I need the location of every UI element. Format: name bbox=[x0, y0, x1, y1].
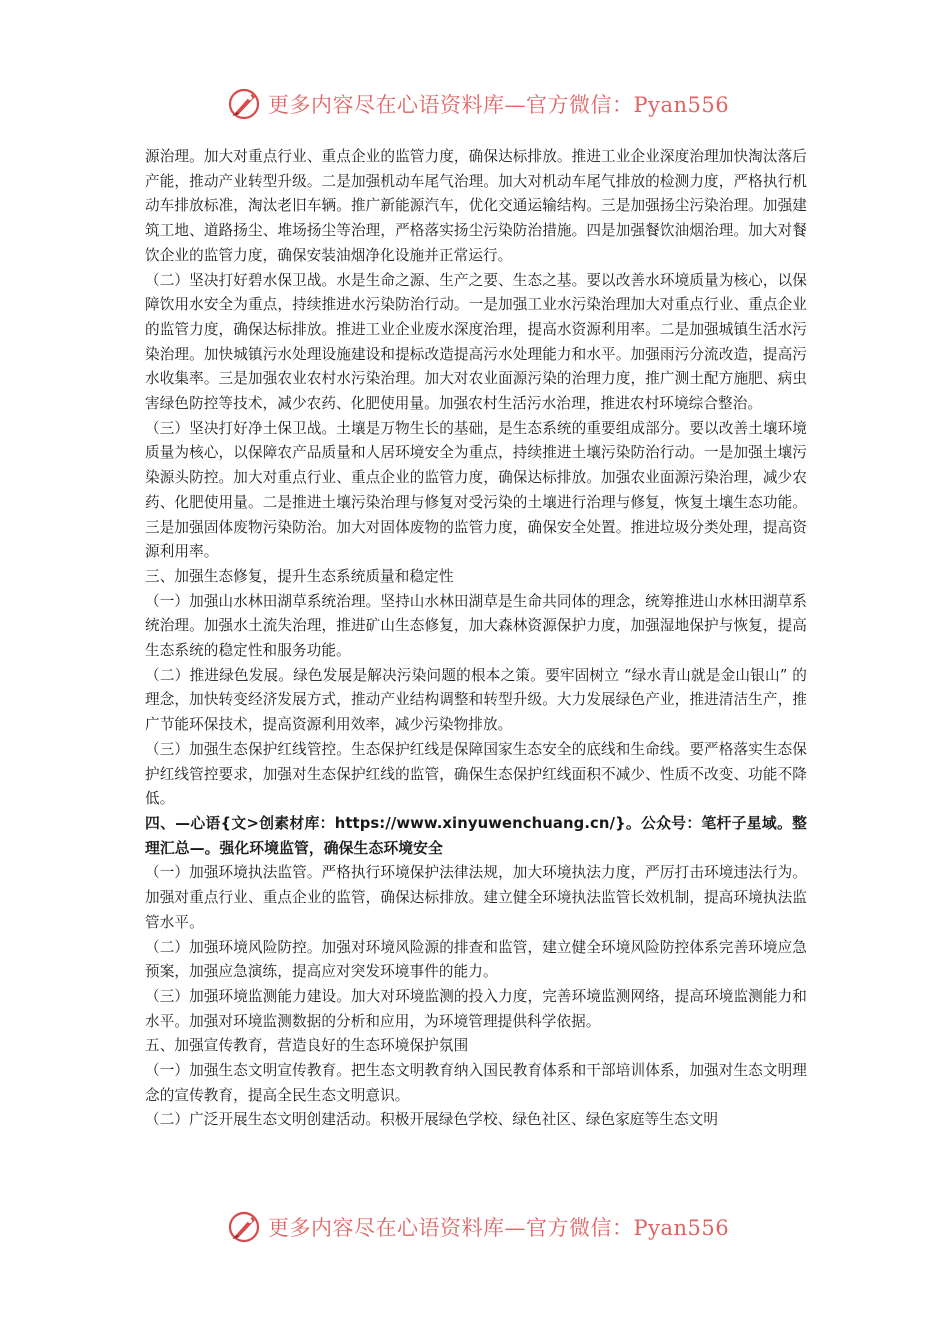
paragraph: （三）加强生态保护红线管控。生态保护红线是保障国家生态安全的底线和生命线。要严格落实生态保护红线管控要求，加强对生态保护红线的监管，确保生态保护红线面积不减少、性质不改变、功能不降低。 bbox=[145, 740, 807, 808]
paragraph: （二）坚决打好碧水保卫战。水是生命之源、生产之要、生态之基。要以改善水环境质量为核心，以保障饮用水安全为重点，持续推进水污染防治行动。一是加强工业水污染治理加大对重点行业、重点企业的监管力度，确保达标排放。推进工业企业废水深度治理，提高水资源利用率。二是加强城镇生活水污染治理。加快城镇污水处理设施建设和提标改造提高污水处理能力和水平。加强雨污分流改造，提高污水收集率。三是加强农业农村水污染治理。加大对农业面源污染的治理力度，推广测土配方施肥、病虫害绿色防控等技术，减少农药、化肥使用量。加强农村生活污水治理，推进农村环境综合整治。 bbox=[145, 271, 807, 413]
paragraph: （二）广泛开展生态文明创建活动。积极开展绿色学校、绿色社区、绿色家庭等生态文明 bbox=[145, 1111, 719, 1129]
banner-text: 更多内容尽在心语资料库—官方微信：Pyan556 bbox=[268, 1216, 730, 1240]
banner-text: 更多内容尽在心语资料库—官方微信：Pyan556 bbox=[268, 93, 730, 117]
paragraph: （三）加强环境监测能力建设。加大对环境监测的投入力度，完善环境监测网络，提高环境监测能力和水平。加强对环境监测数据的分析和应用，为环境管理提供科学依据。 bbox=[145, 987, 807, 1030]
paragraph: （二）推进绿色发展。绿色发展是解决污染问题的根本之策。要牢固树立 “绿水青山就是金山银山” 的理念，加快转变经济发展方式，推动产业结构调整和转型升级。大力发展绿色产业，推进清洁生产，推广节能环保技术，提高资源利用效率，减少污染物排放。 bbox=[145, 666, 807, 734]
paragraph: （一）加强山水林田湖草系统治理。坚持山水林田湖草是生命共同体的理念，统筹推进山水林田湖草系统治理。加强水土流失治理，推进矿山生态修复，加大森林资源保护力度，加强湿地保护与恢复，提高生态系统的稳定性和服务功能。 bbox=[145, 592, 807, 660]
pen-quill-logo-icon bbox=[226, 86, 262, 122]
paragraph: （三）坚决打好净土保卫战。土壤是万物生长的基础，是生态系统的重要组成部分。要以改善土壤环境质量为核心，以保障农产品质量和人居环境安全为重点，持续推进土壤污染防治行动。一是加强土壤污染源头防控。加大对重点行业、重点企业的监管力度，确保达标排放。加强农业面源污染治理，减少农药、化肥使用量。二是推进土壤污染治理与修复对受污染的土壤进行治理与修复，恢复土壤生态功能。三是加强固体废物污染防治。加大对固体废物的监管力度，确保安全处置。推进垃圾分类处理，提高资源利用率。 bbox=[145, 419, 807, 561]
document-body bbox=[145, 145, 807, 1133]
paragraph: （二）加强环境风险防控。加强对环境风险源的排查和监管，建立健全环境风险防控体系完善环境应急预案，加强应急演练，提高应对突发环境事件的能力。 bbox=[145, 938, 807, 981]
paragraph: （一）加强环境执法监管。严格执行环境保护法律法规，加大环境执法力度，严厉打击环境违法行为。加强对重点行业、重点企业的监管，确保达标排放。建立健全环境执法监管长效机制，提高环境执法监管水平。 bbox=[145, 864, 807, 931]
section-heading: 五、加强宣传教育，营造良好的生态环境保护氛围 bbox=[145, 1037, 469, 1055]
section-heading-bold: 四、—心语{文>创素材库：https://www.xinyuwenchuang.cn/}。公众号：笔杆子星域。整理汇总—。强化环境监管，确保生态环境安全 bbox=[145, 814, 807, 857]
footer-banner bbox=[0, 1205, 950, 1249]
header-banner bbox=[0, 82, 950, 126]
pen-quill-logo-icon bbox=[226, 1209, 262, 1245]
paragraph: （一）加强生态文明宣传教育。把生态文明教育纳入国民教育体系和干部培训体系，加强对生态文明理念的宣传教育，提高全民生态文明意识。 bbox=[145, 1062, 807, 1104]
section-heading: 三、加强生态修复，提升生态系统质量和稳定性 bbox=[145, 567, 454, 585]
paragraph: 源治理。加大对重点行业、重点企业的监管力度，确保达标排放。推进工业企业深度治理加快淘汰落后产能，推动产业转型升级。二是加强机动车尾气治理。加大对机动车尾气排放的检测力度，严格执行机动车排放标准，淘汰老旧车辆。推广新能源汽车，优化交通运输结构。三是加强扬尘污染治理。加强建筑工地、道路扬尘、堆场扬尘等治理，严格落实扬尘污染防治措施。四是加强餐饮油烟治理。加大对餐饮企业的监管力度，确保安装油烟净化设施并正常运行。 bbox=[145, 148, 807, 264]
